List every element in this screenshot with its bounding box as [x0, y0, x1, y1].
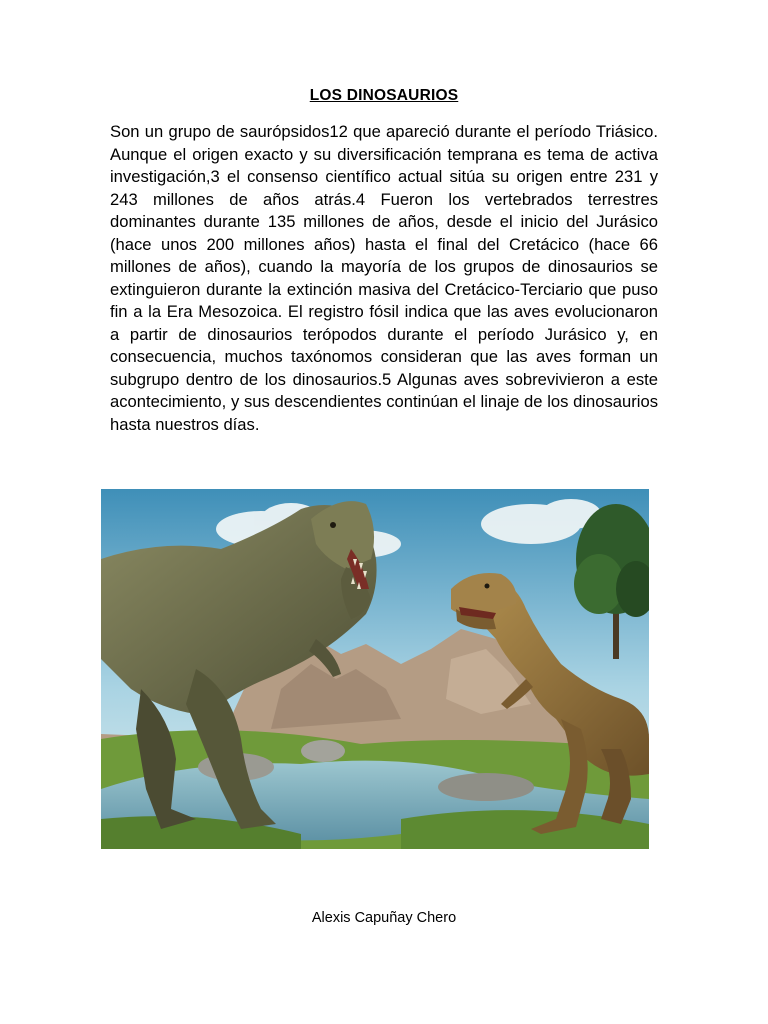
dinosaur-illustration [101, 489, 649, 849]
author-name: Alexis Capuñay Chero [311, 910, 457, 926]
document-title: LOS DINOSAURIOS [309, 87, 459, 104]
body-paragraph: Son un grupo de saurópsidos12 que apareció durante el período Triásico. Aunque el origen exacto y su diversificación temprana es tema de activa investigación,3 el consenso científico actual sitúa su origen entre 231 y 243 millones de años atrás.4 Fueron los vertebrados terrestres dominantes durante 135 millones de años, desde el inicio del Jurásico (hace unos 200 millones años) hasta el final del Cretácico (hace 66 millones de años), cuando la mayoría de los grupos de dinosaurios se extinguieron durante la extinción masiva del Cretácico-Terciario que puso fin a la Era Mesozoica. El registro fósil indica que las aves evolucionaron a partir de dinosaurios terópodos durante el período Jurásico y, en consecuencia, muchos taxónomos consideran que las aves forman un subgrupo dentro de los dinosaurios.5 Algunas aves sobrevivieron a este acontecimiento, y sus descendientes continúan el linaje de los dinosaurios hasta nuestros días. [110, 122, 658, 434]
